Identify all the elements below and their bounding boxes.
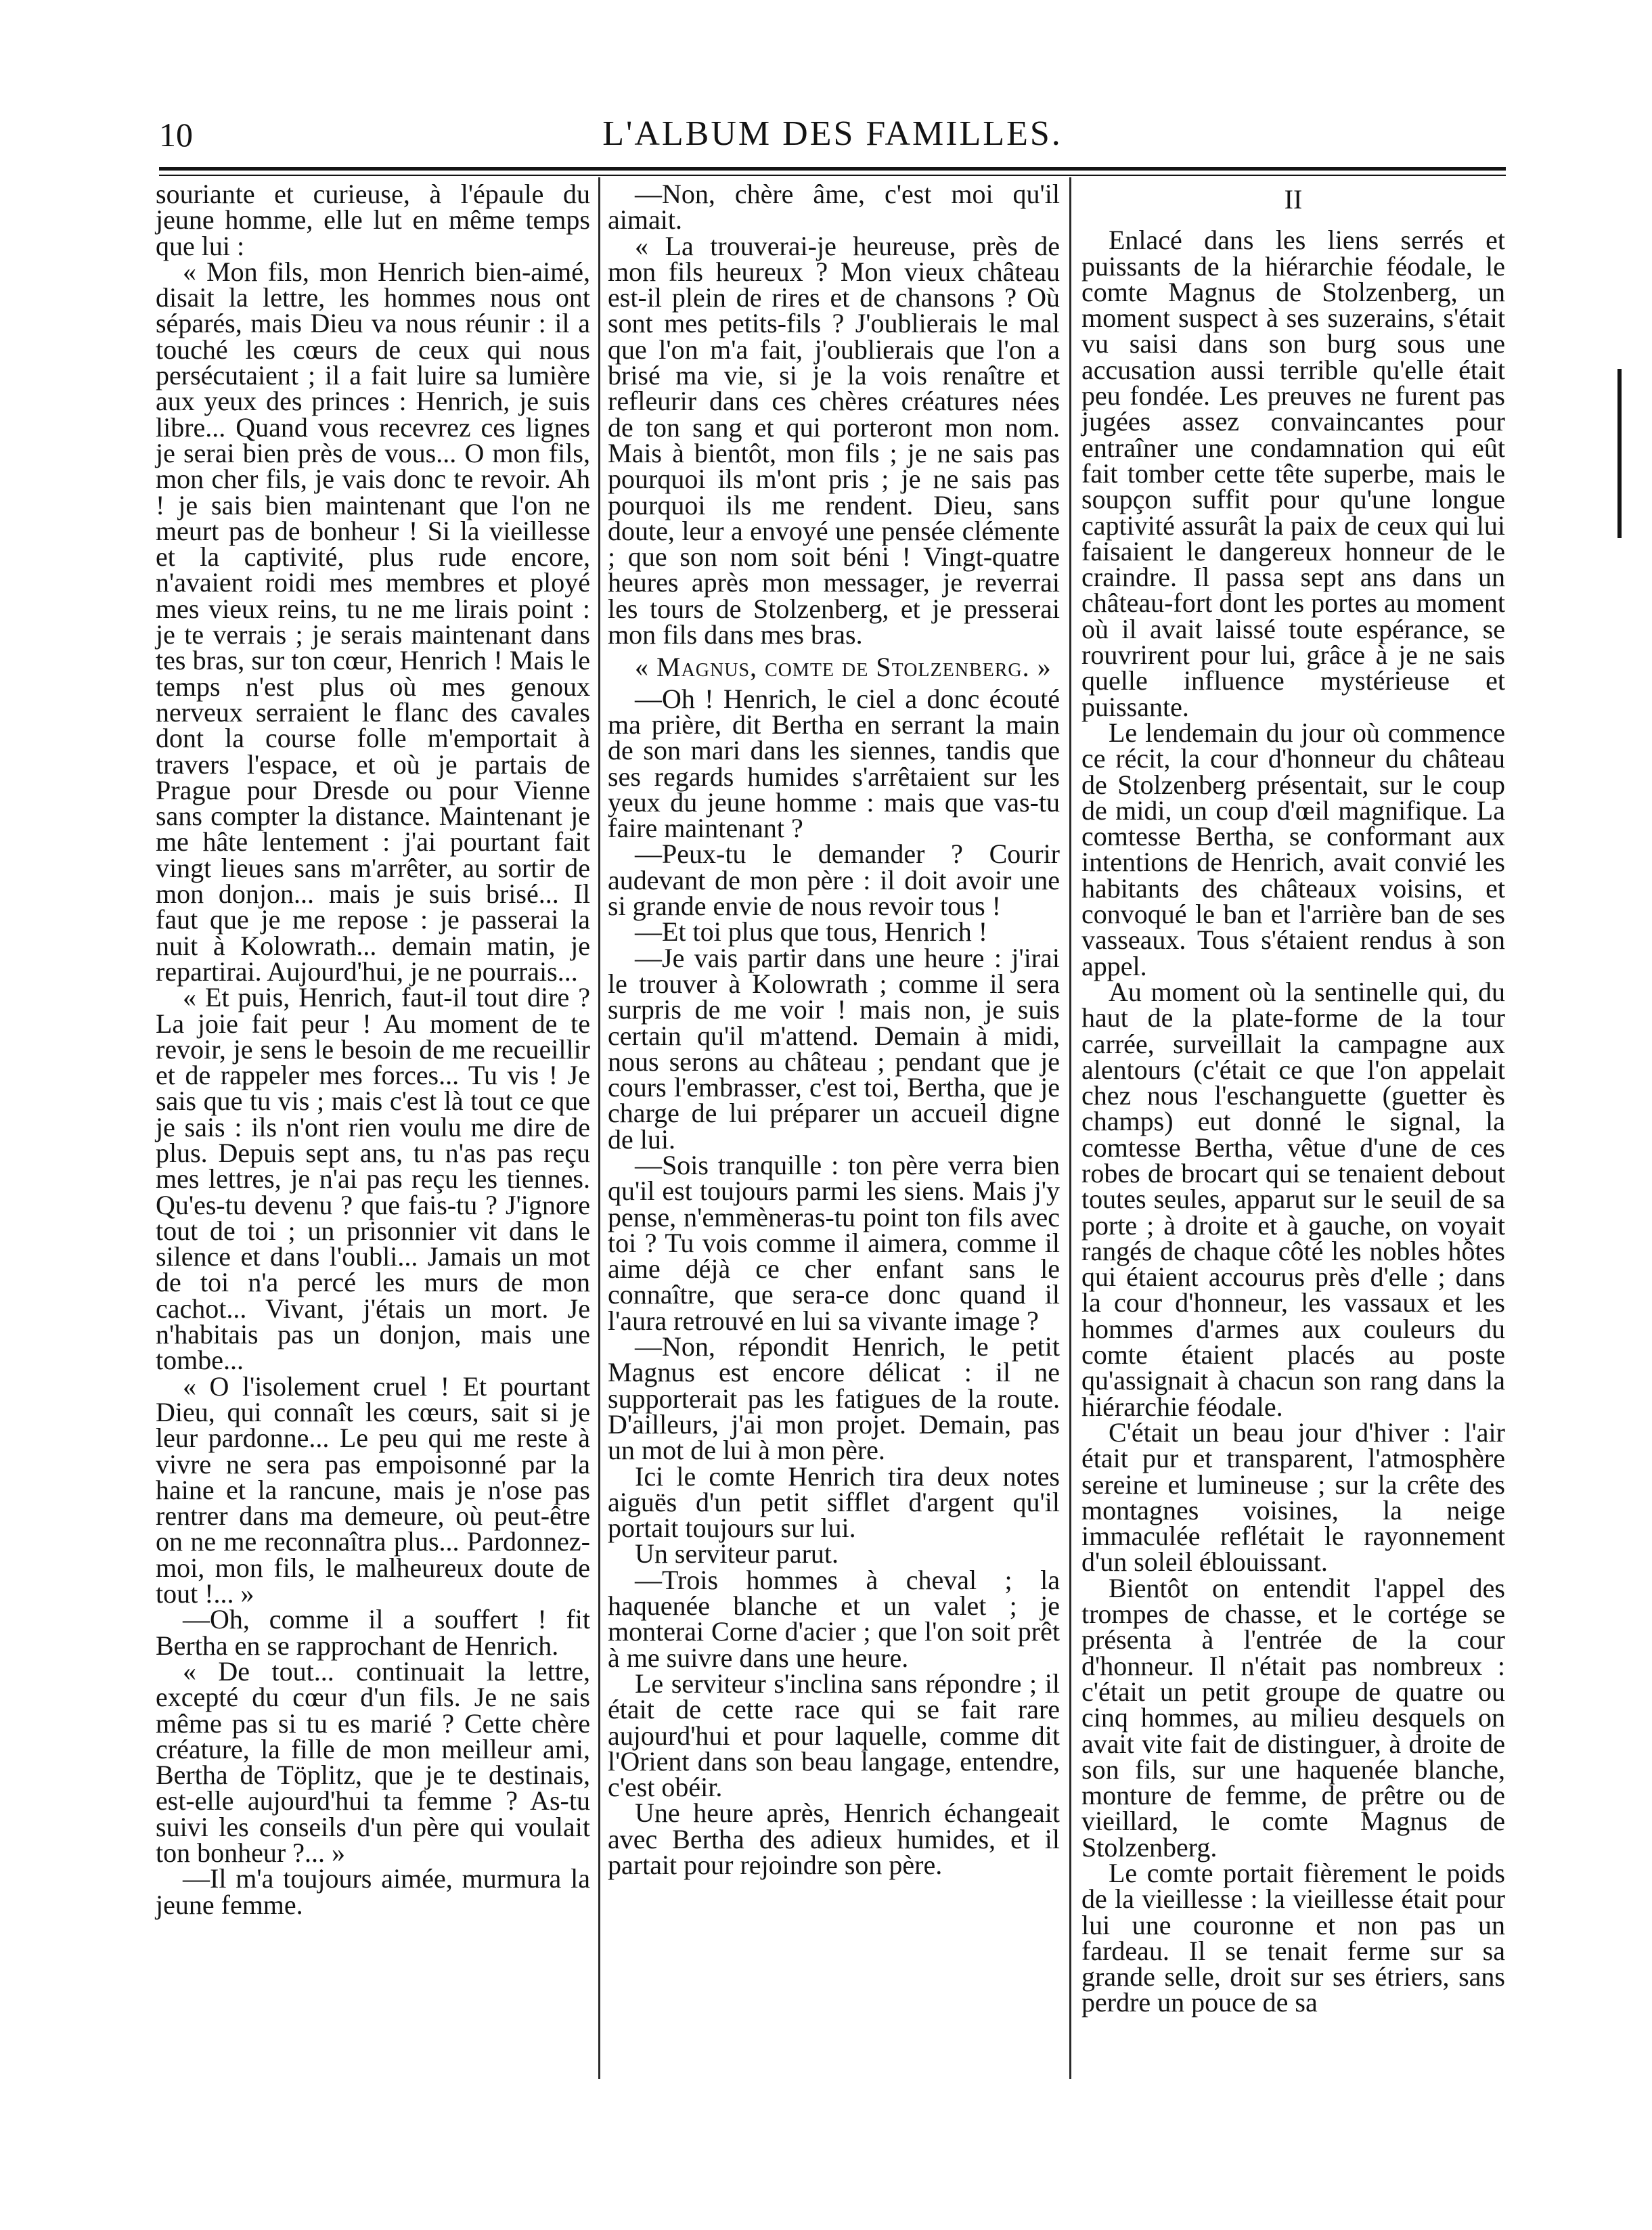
column-divider-1 [598, 177, 600, 2079]
paragraph: Bientôt on entendit l'appel des trompes de chasse, et le cortége se présenta à l'entrée de la cour d'honneur. Il n'était pas nombreux : c'était un petit groupe de quatre ou cinq hommes, au milieu desquels on avait vite fait de distinguer, à droite de son fils, sur une haquenée blanche, monture de femme, de prêtre ou de vieillard, le comte Magnus de Stolzenberg. [1081, 1572, 1505, 1863]
paragraph: —Sois tranquille : ton père verra bien qu'il est toujours parmi les siens. Mais j'y pense, n'emmèneras-tu point ton fils avec toi ? Tu vois comme il aimera, comme il aime déjà ce cher enfant sans le connaître, que sera-ce donc quand il l'aura retrouvé en lui sa vivante image ? [608, 1149, 1060, 1336]
letter-signature: « Magnus, comte de Stolzenberg. » [635, 652, 1052, 683]
margin-mark [1617, 369, 1622, 538]
paragraph: Le serviteur s'inclina sans répondre ; il était de cette race qui se fait rare aujourd'hui et pour laquelle, comme dit l'Orient dans son beau langage, entendre, c'est obéir. [608, 1668, 1060, 1803]
paragraph: Un serviteur parut. [635, 1538, 839, 1569]
running-title: L'ALBUM DES FAMILLES. [602, 114, 1063, 153]
text-column-1 [156, 181, 590, 1918]
paragraph: —Peux-tu le demander ? Courir audevant de mon père : il doit avoir une si grande envie de nous revoir tous ! [608, 839, 1060, 922]
paragraph: —Il m'a toujours aimée, murmura la jeune femme. [156, 1863, 590, 1920]
section-heading: II [1284, 184, 1303, 215]
paragraph: Le lendemain du jour où commence ce récit, la cour d'honneur du château de Stolzenberg présentait, sur le coup de midi, un coup d'œil magnifique. La comtesse Bertha, se conformant aux intentions de Henrich, avait convié les habitants des châteaux voisins, et convoqué le ban et l'arrière ban de ses vasseaux. Tous s'étaient rendus à son appel. [1081, 717, 1505, 981]
paragraph: « La trouverai-je heureuse, près de mon fils heureux ? Mon vieux château est-il plein de rires et de chansons ? Où sont mes petits-fils ? J'oublierais le mal que l'on m'a fait, j'oublierais que l'on a brisé ma vie, si je la vois renaître et refleurir dans ces chères créatures nées de ton sang et qui porteront mon nom. Mais à bientôt, mon fils ; je ne sais pas pourquoi ils m'ont pris ; je ne sais pas pourquoi ils me rendent. Dieu, sans doute, leur a envoyé une pensée clémente ; que son nom soit béni ! Vingt-quatre heures après mon messager, je reverrai les tours de Stolzenberg, et je presserai mon fils dans mes bras. [608, 230, 1060, 650]
paragraph: souriante et curieuse, à l'épaule du jeune homme, elle lut en même temps que lui : [156, 179, 590, 261]
paragraph: Au moment où la sentinelle qui, du haut de la plate-forme de la tour carrée, surveillait la campagne aux alentours (c'était ce que l'on appelait chez nous l'eschanguette (guetter ès champs) eut donné le signal, la comtesse Bertha, vêtue d'une de ces robes de brocart qui se tenaient debout toutes seules, apparut sur le seuil de sa porte ; à droite et à gauche, on voyait rangés de chaque côté les nobles hôtes qui étaient accourus près d'elle ; dans la cour d'honneur, les vassaux et les hommes d'armes aux couleurs du comte étaient placés au poste qu'assignait à chacun son rang dans la hiérarchie féodale. [1081, 976, 1505, 1422]
paragraph: « O l'isolement cruel ! Et pourtant Dieu, qui connaît les cœurs, sait si je leur pardonne... Le peu qui me reste à vivre ne sera pas empoisonné par la haine et la rancune, mais je n'ose pas rentrer dans ma demeure, où peut-être on ne me reconnaîtra plus... Pardonnez-moi, mon fils, le malheureux doute de tout !... » [156, 1370, 590, 1609]
paragraph: « Mon fils, mon Henrich bien-aimé, disait la lettre, les hommes nous ont séparés, mais Dieu va nous réunir : il a touché les cœurs de ceux qui nous persécutaient ; il a fait luire sa lumière aux yeux des princes : Henrich, je suis libre... Quand vous recevrez ces lignes je serai bien près de vous... O mon fils, mon cher fils, je vais donc te revoir. Ah ! je sais bien maintenant que l'on ne meurt pas de bonheur ! Si la vieillesse et la captivité, plus rude encore, n'avaient roidi mes membres et ployé mes vieux reins, tu ne me lirais point : je te verrais ; je serais maintenant dans tes bras, sur ton cœur, Henrich ! Mais le temps n'est plus où mes genoux nerveux serraient le flanc des cavales dont la course folle m'emportait à travers l'espace, et où je partais de Prague pour Dresde ou pour Vienne sans compter la distance. Maintenant je me hâte lentement : j'ai pourtant fait vingt lieues sans m'arrêter, au sortir de mon donjon... mais je suis brisé... Il faut que je me repose : je passerai la nuit à Kolowrath... demain matin, je repartirai. Aujourd'hui, je ne pourrais... [156, 256, 590, 987]
column-divider-2 [1069, 177, 1071, 2079]
paragraph: —Non, chère âme, c'est moi qu'il aimait. [608, 179, 1060, 236]
paragraph: Enlacé dans les liens serrés et puissants de la hiérarchie féodale, le comte Magnus de Stolzenberg, un moment suspect à ses suzerains, s'était vu saisi dans son burg sous une accusation aussi terrible qu'elle était peu fondée. Les preuves ne furent pas jugées assez convaincantes pour entraîner une condamnation qui eût fait tomber cette tête superbe, mais le soupçon suffit pour qu'une longue captivité assurât la paix de ceux qui lui faisaient le dangereux honneur de le craindre. Il passa sept ans dans un château-fort dont les portes au moment où il avait laissé toute espérance, se rouvrirent pour lui, grâce à je ne sais quelle influence mystérieuse et puissante. [1081, 225, 1505, 722]
paragraph: « Et puis, Henrich, faut-il tout dire ? La joie fait peur ! Au moment de te revoir, je sens le besoin de me recueillir et de rappeler mes forces... Tu vis ! Je sais que tu vis ; mais c'est là tout ce que je sais : ils n'ont rien voulu me dire de plus. Depuis sept ans, tu n'as pas reçu mes lettres, je n'ai pas reçu les tiennes. Qu'es-tu devenu ? que fais-tu ? J'ignore tout de toi ; un prisonnier vit dans le silence et dans l'oubli... Jamais un mot de toi n'a percé les murs de mon cachot... Vivant, j'étais un mort. Je n'habitais pas un donjon, mais une tombe... [156, 982, 590, 1376]
paragraph: Le comte portait fièrement le poids de la vieillesse : la vieillesse était pour lui une couronne et non pas un fardeau. Il se tenait ferme sur sa grande selle, droit sur ses étriers, sans perdre un pouce de sa [1081, 1858, 1505, 2018]
paragraph: —Oh, comme il a souffert ! fit Bertha en se rapprochant de Henrich. [156, 1604, 590, 1661]
text-column-2 [608, 181, 1060, 1878]
paragraph: —Non, répondit Henrich, le petit Magnus est encore délicat : il ne supporterait pas les fatigues de la route. D'ailleurs, j'ai mon projet. Demain, pas un mot de lui à mon père. [608, 1331, 1060, 1466]
paragraph: Une heure après, Henrich échangeait avec Bertha des adieux humides, et il partait pour rejoindre son père. [608, 1798, 1060, 1880]
paragraph: —Et toi plus que tous, Henrich ! [635, 916, 988, 947]
paragraph: —Trois hommes à cheval ; la haquenée blanche et un valet ; je monterai Corne d'acier ; que l'on soit prêt à me suivre dans une heure. [608, 1564, 1060, 1673]
paragraph: « De tout... continuait la lettre, excepté du cœur d'un fils. Je ne sais même pas si tu es marié ? Cette chère créature, la fille de mon meilleur ami, Bertha de Töplitz, que je te destinais, est-elle aujourd'hui ta femme ? As-tu suivi les conseils d'un père qui voulait ton bonheur ?... » [156, 1655, 590, 1868]
header-rule-thin [159, 175, 1506, 176]
paragraph: —Oh ! Henrich, le ciel a donc écouté ma prière, dit Bertha en serrant la main de son mari dans les siennes, tandis que ses regards humides s'arrêtaient sur les yeux du jeune homme : mais que vas-tu faire maintenant ? [608, 683, 1060, 844]
page-header [159, 108, 1506, 162]
text-column-3 [1081, 181, 1505, 2016]
header-rule-thick [159, 167, 1506, 171]
paragraph: —Je vais partir dans une heure : j'irai le trouver à Kolowrath ; comme il sera surpris de me voir ! mais non, je suis certain qu'il m'attend. Demain à midi, nous serons au château ; pendant que je cours l'embrasser, c'est toi, Bertha, que je charge de lui préparer un accueil digne de lui. [608, 942, 1060, 1155]
paragraph: Ici le comte Henrich tira deux notes aiguës d'un petit sifflet d'argent qu'il portait toujours sur lui. [608, 1460, 1060, 1544]
paragraph: C'était un beau jour d'hiver : l'air était pur et transparent, l'atmosphère sereine et lumineuse ; sur la crête des montagnes voisines, la neige immaculée reflétait le rayonnement d'un soleil éblouissant. [1081, 1417, 1505, 1578]
page-number: 10 [159, 116, 193, 154]
